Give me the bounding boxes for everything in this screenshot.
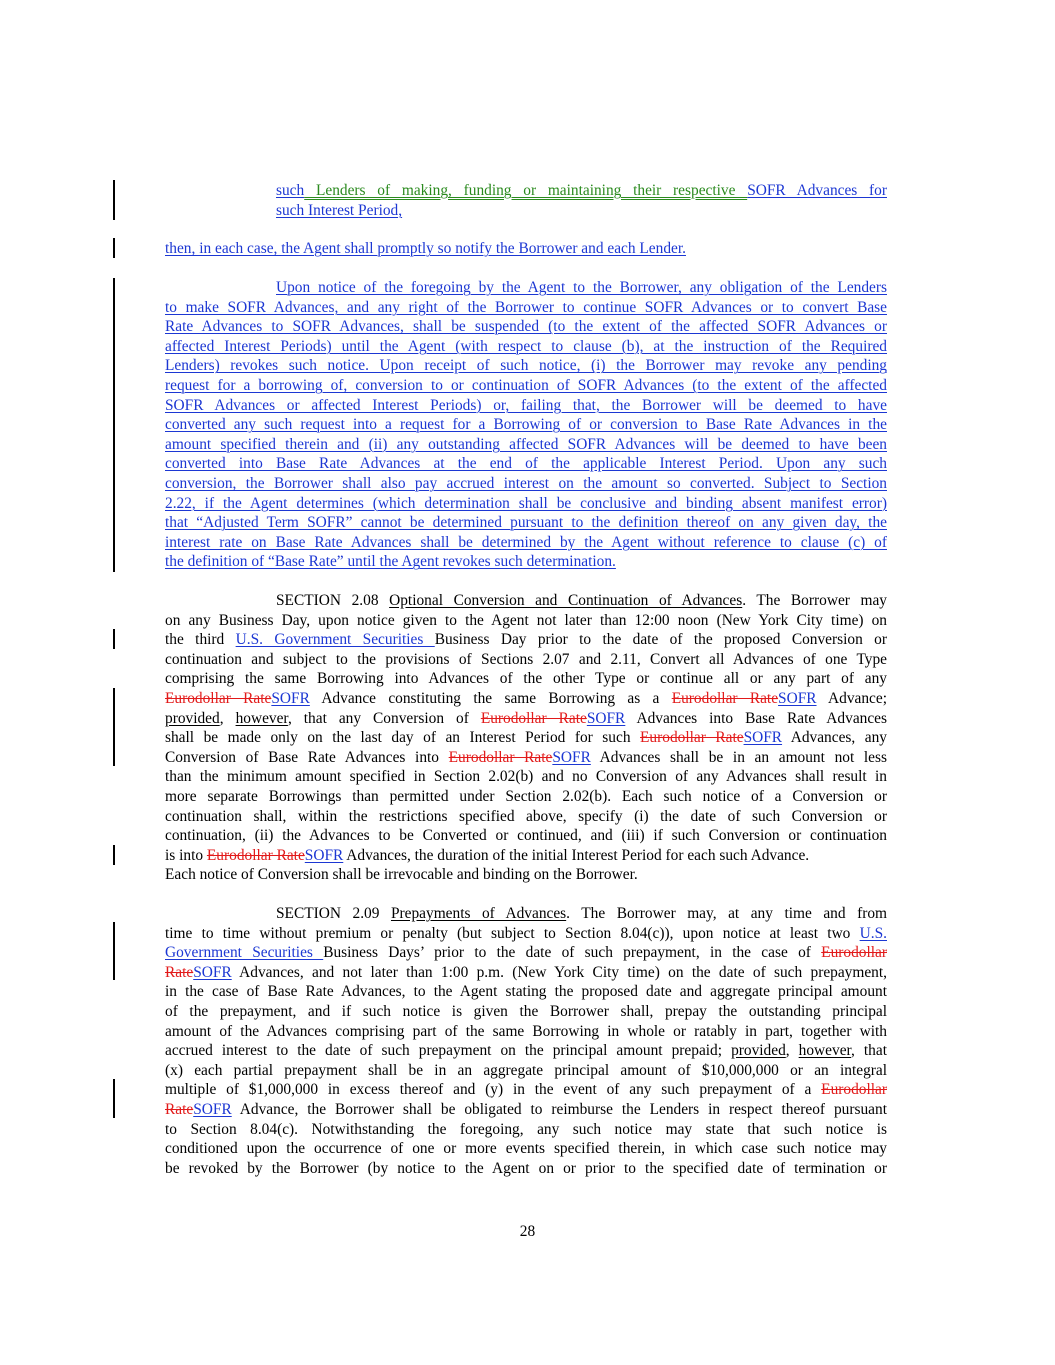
text-line: Eurodollar RateSOFR Advance constituting the same Borrowing as a Eurodollar RateSOFR Advance; <box>165 690 887 707</box>
revision-bar <box>113 180 115 220</box>
text-line: is into Eurodollar RateSOFR Advances, the duration of the initial Interest Period for each such Advance. <box>165 846 810 864</box>
text-line: Lenders) revokes such notice. Upon receipt of such notice, (i) the Borrower may revoke any pending <box>165 357 887 375</box>
text-line: be revoked by the Borrower (by notice to the Agent on or prior to the specified date of termination or <box>165 1159 887 1177</box>
text-line: the third U.S. Government Securities Business Day prior to the date of the proposed Conversion or <box>165 631 887 649</box>
text-line: that “Adjusted Term SOFR” cannot be determined pursuant to the definition thereof on any given day, the <box>165 514 887 532</box>
text-line: RateSOFR Advance, the Borrower shall be obligated to reimburse the Lenders in respect thereof pursuant <box>165 1101 887 1118</box>
text-line: on any Business Day, upon notice given to the Agent not later than 12:00 noon (New York City time) on <box>165 611 887 629</box>
text-line: SECTION 2.08 Optional Conversion and Continuation of Advances. The Borrower may <box>276 592 887 609</box>
text-line: time to time without premium or penalty (but subject to Section 8.04(c)), upon notice at least two U.S. <box>165 924 887 942</box>
text-line: amount specified therein and (ii) any outstanding affected SOFR Advances will be deemed to have been <box>165 435 887 453</box>
text-line: in the case of Base Rate Advances, to the Agent stating the proposed date and aggregate principal amount <box>165 983 887 1001</box>
text-line: conditioned upon the occurrence of one or more events specified therein, in which case such notice may <box>165 1140 887 1158</box>
text-line: to Section 8.04(c). Notwithstanding the foregoing, any such notice may state that such notice is <box>165 1120 887 1138</box>
section-heading: SECTION 2.08 <box>276 592 390 609</box>
section-title: Prepayments of Advances <box>390 905 567 922</box>
text-line: such Interest Period, <box>276 201 403 219</box>
text-line: conversion, the Borrower shall also pay accrued interest on the amount so converted. Subject to Section <box>165 475 887 492</box>
text-line: more separate Borrowings than permitted under Section 2.02(b). Each such notice of a Conversion or <box>165 788 887 805</box>
text-line: Government Securities Business Days’ prior to the date of such prepayment, in the case of Eurodollar <box>165 944 887 962</box>
text-line: shall be made only on the last day of an Interest Period for such Eurodollar RateSOFR Advances, any <box>165 729 887 747</box>
text-line: continuation shall, within the restrictions specified above, specify (i) the date of such Conversion or <box>165 807 887 825</box>
text-line: provided, however, that any Conversion of Eurodollar RateSOFR Advances into Base Rate Advances <box>165 709 887 727</box>
text-line: to make SOFR Advances, and any right of the Borrower to continue SOFR Advances or to convert Base <box>165 298 887 316</box>
text-line: SECTION 2.09 Prepayments of Advances. The Borrower may, at any time and from <box>276 905 887 922</box>
text-line: interest rate on Base Rate Advances shall be determined by the Agent without reference to clause (c) of <box>165 533 887 551</box>
text-line: affected Interest Periods) until the Agent (with respect to clause (b), at the instruction of the Required <box>165 337 887 355</box>
text-line: Upon notice of the foregoing by the Agent to the Borrower, any obligation of the Lenders <box>276 279 887 296</box>
text-line: Each notice of Conversion shall be irrevocable and binding on the Borrower. <box>165 866 638 884</box>
text-line: SOFR Advances or affected Interest Periods) or, failing that, the Borrower will be deemed to have <box>165 396 887 414</box>
text-line: then, in each case, the Agent shall promptly so notify the Borrower and each Lender. <box>165 240 686 257</box>
text-line: amount of the Advances comprising part of the same Borrowing in whole or ratably in part, together with <box>165 1022 887 1040</box>
revision-bar <box>113 278 115 572</box>
revision-bar <box>113 845 115 865</box>
text-line: comprising the same Borrowing into Advances of the other Type or continue all or any part of any <box>165 670 887 688</box>
revision-bar <box>113 688 115 766</box>
section-title: Optional Conversion and Continuation of Advances <box>389 592 743 609</box>
text-line: request for a borrowing of, conversion to or continuation of SOFR Advances (to the extent of the affected <box>165 377 887 394</box>
section-heading: SECTION 2.09 <box>276 905 391 922</box>
text-line: converted any such request into a request for a Borrowing of or conversion to Base Rate Advances in the <box>165 416 887 434</box>
text-line: accrued interest to the date of such prepayment on the principal amount prepaid; provided, however, that <box>165 1042 887 1060</box>
text-line: the definition of “Base Rate” until the Agent revokes such determination. <box>165 553 616 571</box>
text-line: continuation and subject to the provisions of Sections 2.07 and 2.11, Convert all Advances of one Type <box>165 650 887 668</box>
text-line: of the prepayment, and if such notice is given the Borrower shall, prepay the outstanding principal <box>165 1003 887 1020</box>
text-line: (x) each partial prepayment shall be in an aggregate principal amount of $10,000,000 or an integral <box>165 1061 887 1079</box>
text-line: RateSOFR Advances, and not later than 1:00 p.m. (New York City time) on the date of such prepayment, <box>165 963 887 981</box>
text-line: 2.22, if the Agent determines (which determination shall be conclusive and binding absent manifest error) <box>165 494 887 512</box>
text-line: Conversion of Base Rate Advances into Eurodollar RateSOFR Advances shall be in an amount not less <box>165 748 887 766</box>
text-line: converted into Base Rate Advances at the end of the applicable Interest Period. Upon any such <box>165 455 887 473</box>
text-line: than the minimum amount specified in Section 2.02(b) and no Conversion of any Advances shall result in <box>165 768 887 786</box>
revision-bar <box>113 1079 115 1118</box>
text-line: such Lenders of making, funding or maintaining their respective SOFR Advances for <box>276 182 887 199</box>
page-number: 28 <box>519 1223 536 1240</box>
revision-bar <box>113 629 115 649</box>
revision-bar <box>113 238 115 258</box>
text-line: multiple of $1,000,000 in excess thereof and (y) in the event of any such prepayment of a Eurodollar <box>165 1081 887 1099</box>
revision-bar <box>113 922 115 980</box>
text-line: continuation, (ii) the Advances to be Converted or continued, and (iii) if such Conversion or continuation <box>165 827 887 845</box>
text-line: Rate Advances to SOFR Advances, shall be suspended (to the extent of the affected SOFR Advances or <box>165 318 887 336</box>
